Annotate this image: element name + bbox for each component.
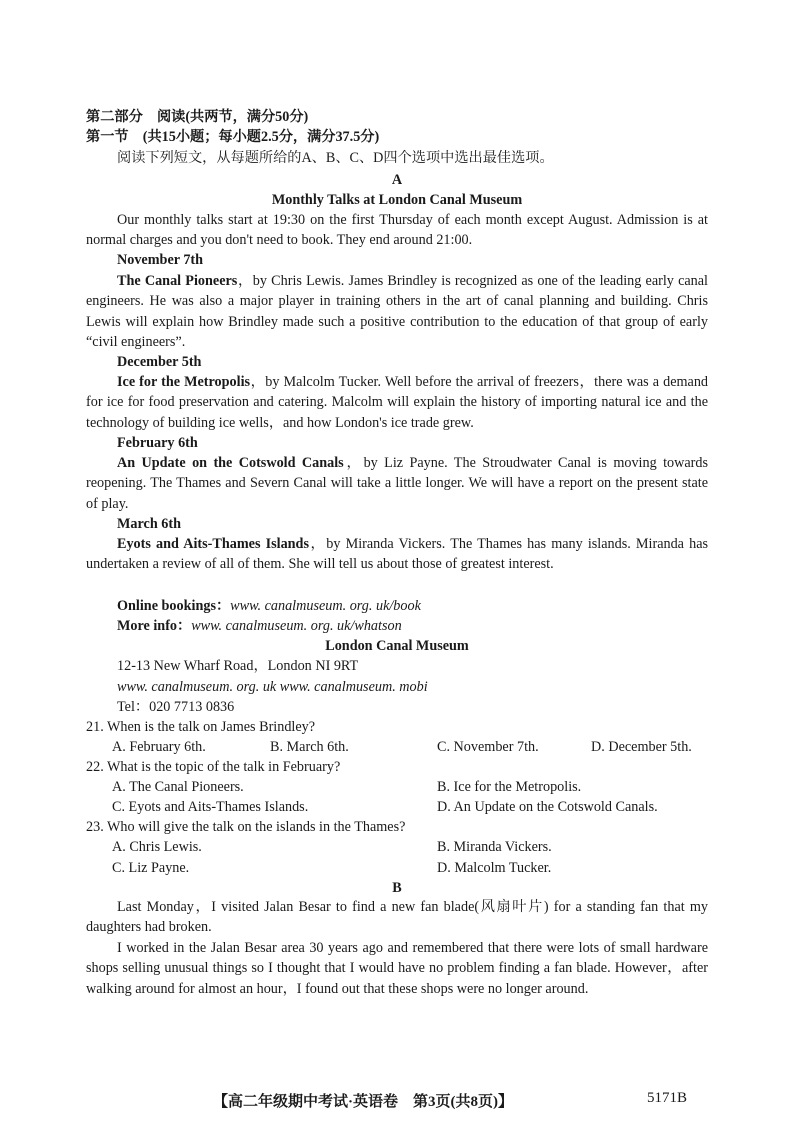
passage-a-label: A: [391, 172, 403, 188]
passage-b-paragraph: Last Monday，I visited Jalan Besar to find a new fan blade(风扇叶片) for a standing fan that my daughters had broken.: [86, 899, 708, 936]
talk-title: An Update on the Cotswold Canals: [117, 455, 344, 471]
option-d: D. Malcolm Tucker.: [437, 860, 552, 876]
more-info: [117, 616, 402, 636]
talk-entry: [86, 372, 708, 433]
option-c: C. Eyots and Aits-Thames Islands.: [112, 799, 309, 815]
talk-speaker: ，by Chris Lewis.: [237, 273, 345, 289]
option-c: C. November 7th.: [437, 739, 539, 755]
talk-date: February 6th: [117, 435, 198, 451]
option-a: A. Chris Lewis.: [112, 839, 202, 855]
talk-date: November 7th: [117, 252, 204, 268]
talk-body: The Stroudwater Canal is moving towards reopening. The Thames and Severn Canal will take a little longer. We will have a report on the present state of play.: [86, 455, 708, 512]
option-c: C. Liz Payne.: [112, 860, 190, 876]
more-info-label: More info：: [117, 618, 192, 634]
option-a: A. February 6th.: [112, 739, 206, 755]
museum-websites: www. canalmuseum. org. uk www. canalmuseum. mobi: [117, 679, 428, 695]
part-header: 第二部分 阅读(共两节，满分50分): [86, 109, 309, 125]
talk-entry: [86, 271, 708, 352]
question-stem: 23. Who will give the talk on the islands in the Thames?: [86, 819, 406, 835]
talk-title: Ice for the Metropolis: [117, 374, 251, 390]
option-b: B. Ice for the Metropolis.: [437, 779, 582, 795]
talk-speaker: ，by Malcolm Tucker.: [250, 374, 382, 390]
section-header: 第一节 (共15小题；每小题2.5分，满分37.5分): [86, 129, 380, 145]
talk-date: December 5th: [117, 354, 202, 370]
online-bookings: [117, 596, 421, 616]
more-info-url: www. canalmuseum. org. uk/whatson: [191, 618, 402, 634]
museum-tel: Tel：020 7713 0836: [117, 699, 235, 715]
option-b: B. March 6th.: [270, 739, 349, 755]
passage-a-title: Monthly Talks at London Canal Museum: [271, 192, 523, 208]
online-bookings-url: www. canalmuseum. org. uk/book: [230, 598, 421, 614]
option-d: D. An Update on the Cotswold Canals.: [437, 799, 658, 815]
talk-entry: [86, 453, 708, 514]
talk-entry: [86, 534, 708, 575]
talk-date: March 6th: [117, 516, 181, 532]
talk-body: The Thames has many islands. Miranda has undertaken a review of all of them. She will tell us about those of greatest interest.: [86, 536, 709, 573]
question-stem: 22. What is the topic of the talk in February?: [86, 759, 341, 775]
online-bookings-label: Online bookings：: [117, 598, 231, 614]
passage-b-paragraph: I worked in the Jalan Besar area 30 years ago and remembered that there were lots of small hardware shops selling unusual things so I thought that I would have no problem finding a fan blade. However，after walking around for almost an hour，I found out that these shops were no longer around.: [86, 940, 708, 997]
paper-code: 5171B: [647, 1090, 688, 1106]
question-stem: 21. When is the talk on James Brindley?: [86, 719, 316, 735]
passage-a-intro: Our monthly talks start at 19:30 on the first Thursday of each month except August. Admission is at normal charges and you don't need to book. They end around 21:00.: [86, 212, 708, 249]
museum-name: London Canal Museum: [325, 638, 469, 654]
talk-title: The Canal Pioneers: [117, 273, 238, 289]
museum-address: 12-13 New Wharf Road，London NI 9RT: [117, 658, 359, 674]
talk-speaker: ，by Liz Payne.: [343, 455, 448, 471]
talk-title: Eyots and Aits-Thames Islands: [117, 536, 309, 552]
option-a: A. The Canal Pioneers.: [112, 779, 244, 795]
talk-body: James Brindley is recognized as one of the leading early canal engineers. He was also a major player in training others in the art of canal planning and building. Chris Lewis will explain how Brindley made such a positive contribution to the education of that group of early “civil engineers”.: [86, 273, 708, 350]
page-footer: 【高二年级期中考试·英语卷 第3页(共8页)】: [213, 1094, 513, 1110]
option-b: B. Miranda Vickers.: [437, 839, 552, 855]
instruction: 阅读下列短文，从每题所给的A、B、C、D四个选项中选出最佳选项。: [117, 150, 554, 166]
option-d: D. December 5th.: [591, 739, 692, 755]
passage-b-label: B: [392, 880, 402, 896]
talk-body: Well before the arrival of freezers，there was a demand for ice for food preservation and catering. Malcolm will explain the history of importing natural ice and the technology of building ice wells，and how London's ice trade grew.: [86, 374, 709, 431]
talk-speaker: ，by Miranda Vickers.: [308, 536, 446, 552]
